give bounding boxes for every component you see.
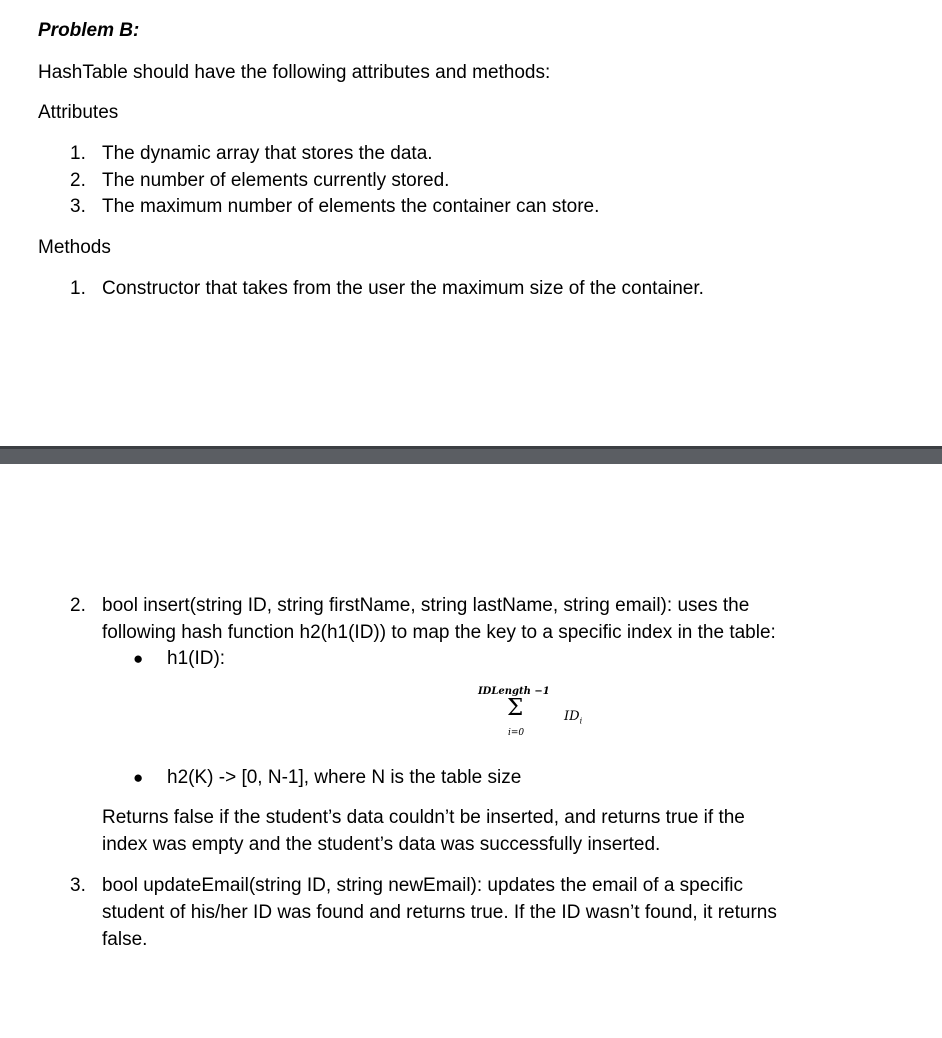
insert-line-1: bool insert(string ID, string firstName, string lastName, string email): uses the [102, 595, 750, 616]
insert-returns-line-2: index was empty and the student’s data was successfully inserted. [102, 834, 661, 855]
attribute-3-text: The maximum number of elements the container can store. [102, 196, 600, 217]
attribute-2-number: 2. [70, 170, 86, 191]
attribute-1-text: The dynamic array that stores the data. [102, 143, 433, 164]
bullet-icon: ● [133, 649, 144, 668]
insert-returns-line-1: Returns false if the student’s data couldn’t be inserted, and returns true if the [102, 807, 745, 828]
attributes-heading: Attributes [38, 102, 119, 123]
bullet-icon: ● [133, 768, 144, 787]
attribute-1-number: 1. [70, 143, 86, 164]
formula-lower-limit: i=0 [508, 728, 525, 738]
formula-upper-limit: IDLength −1 [478, 686, 550, 697]
methods-heading: Methods [38, 237, 111, 258]
method-1-text: Constructor that takes from the user the maximum size of the container. [102, 278, 704, 299]
attribute-3-number: 3. [70, 196, 86, 217]
formula-term [564, 709, 582, 726]
problem-title: Problem B: [38, 20, 140, 41]
method-2-number: 2. [70, 595, 86, 616]
h2-bullet-text: h2(K) -> [0, N-1], where N is the table size [167, 767, 522, 788]
method-1-number: 1. [70, 278, 86, 299]
method-3-number: 3. [70, 875, 86, 896]
page-divider [0, 446, 942, 464]
update-email-line-3: false. [102, 929, 148, 950]
sigma-icon: Σ [507, 695, 524, 721]
h1-formula [470, 686, 600, 746]
insert-line-2: following hash function h2(h1(ID)) to map the key to a specific index in the table: [102, 622, 776, 643]
attribute-2-text: The number of elements currently stored. [102, 170, 450, 191]
formula-term-subscript: i [579, 716, 583, 726]
update-email-line-1: bool updateEmail(string ID, string newEmail): updates the email of a specific [102, 875, 744, 896]
h1-bullet-text: h1(ID): [167, 648, 226, 669]
formula-term-base: ID [564, 709, 580, 724]
update-email-line-2: student of his/her ID was found and returns true. If the ID wasn’t found, it returns [102, 902, 777, 923]
intro-text: HashTable should have the following attributes and methods: [38, 62, 551, 83]
